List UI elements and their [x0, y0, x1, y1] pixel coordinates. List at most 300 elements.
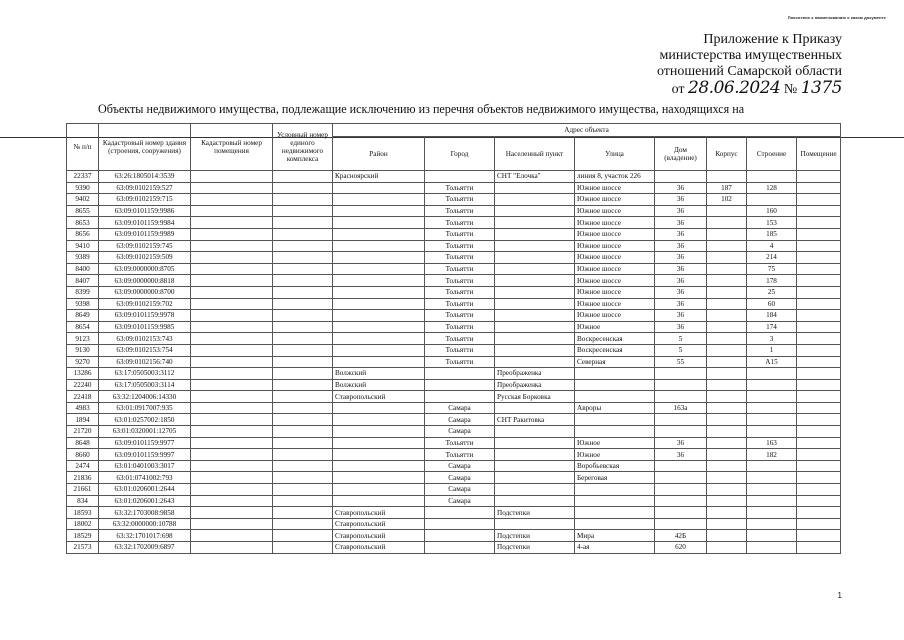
table-cell — [191, 182, 273, 194]
table-cell: 13286 — [67, 368, 99, 380]
table-cell: 63:09:0000000:8818 — [99, 275, 191, 287]
table-cell: 4 — [747, 240, 797, 252]
table-cell — [191, 379, 273, 391]
table-cell: 36 — [655, 321, 707, 333]
date-prefix: от — [671, 82, 685, 97]
col-header-cad-complex: Условный номер единого недвижимого комплекса — [273, 124, 333, 171]
table-row — [67, 449, 841, 461]
table-cell: 63:01:0741002:793 — [99, 472, 191, 484]
table-cell — [707, 414, 747, 426]
table-cell: 63:01:0401003:3017 — [99, 460, 191, 472]
table-cell — [575, 495, 655, 507]
table-cell: 182 — [747, 449, 797, 461]
table-row — [67, 263, 841, 275]
table-cell: 8648 — [67, 437, 99, 449]
table-cell — [797, 171, 841, 183]
table-cell — [191, 252, 273, 264]
table-cell — [655, 391, 707, 403]
table-cell: Подстепки — [495, 530, 575, 542]
table-cell: 9270 — [67, 356, 99, 368]
table-cell — [333, 344, 425, 356]
col-header-district: Район — [333, 137, 425, 171]
table-cell — [495, 484, 575, 496]
table-row — [67, 368, 841, 380]
table-cell: 8655 — [67, 205, 99, 217]
table-cell: 63:17:0505003:3112 — [99, 368, 191, 380]
table-cell — [707, 518, 747, 530]
table-cell — [495, 449, 575, 461]
table-cell — [191, 449, 273, 461]
table-cell — [747, 472, 797, 484]
table-cell — [273, 507, 333, 519]
table-cell — [797, 182, 841, 194]
table-cell — [273, 333, 333, 345]
table-row — [67, 530, 841, 542]
table-cell: Береговая — [575, 472, 655, 484]
table-cell: Южное — [575, 449, 655, 461]
table-cell: 63:09:0101159:9986 — [99, 205, 191, 217]
table-cell: 184 — [747, 310, 797, 322]
table-cell — [273, 368, 333, 380]
table-row — [67, 484, 841, 496]
table-cell — [333, 321, 425, 333]
table-cell — [191, 240, 273, 252]
table-cell — [797, 194, 841, 206]
table-cell — [191, 368, 273, 380]
table-cell — [797, 310, 841, 322]
table-cell: 9410 — [67, 240, 99, 252]
table-cell: 1 — [747, 344, 797, 356]
table-cell — [333, 240, 425, 252]
table-cell: Ставропольский — [333, 518, 425, 530]
table-cell — [797, 240, 841, 252]
table-row — [67, 275, 841, 287]
table-body — [67, 171, 841, 554]
table-cell — [191, 356, 273, 368]
table-cell: Тольятти — [425, 298, 495, 310]
table-row — [67, 286, 841, 298]
table-cell — [273, 472, 333, 484]
table-row — [67, 542, 841, 554]
table-cell — [797, 217, 841, 229]
table-cell — [495, 518, 575, 530]
table-cell — [495, 217, 575, 229]
table-cell — [273, 182, 333, 194]
table-row — [67, 182, 841, 194]
table-cell: 22240 — [67, 379, 99, 391]
table-cell: Южное шоссе — [575, 228, 655, 240]
table-cell — [191, 507, 273, 519]
table-cell: 63:09:0000000:8700 — [99, 286, 191, 298]
table-cell: Южное шоссе — [575, 217, 655, 229]
table-cell — [655, 484, 707, 496]
table-cell: 21836 — [67, 472, 99, 484]
table-cell: Самара — [425, 426, 495, 438]
table-cell — [333, 298, 425, 310]
table-cell — [333, 194, 425, 206]
table-cell — [655, 518, 707, 530]
table-row — [67, 460, 841, 472]
table-cell: Южное шоссе — [575, 194, 655, 206]
table-cell — [273, 171, 333, 183]
table-cell: 63:09:0101159:9977 — [99, 437, 191, 449]
table-cell — [655, 368, 707, 380]
table-cell — [655, 507, 707, 519]
table-cell — [797, 379, 841, 391]
table-cell: 63:09:0101159:9989 — [99, 228, 191, 240]
table-cell — [273, 379, 333, 391]
table-cell: Тольятти — [425, 333, 495, 345]
table-cell — [273, 344, 333, 356]
table-cell — [707, 298, 747, 310]
table-cell — [191, 484, 273, 496]
table-row — [67, 379, 841, 391]
table-cell: 9123 — [67, 333, 99, 345]
col-header-structure: Строение — [747, 137, 797, 171]
table-cell: Тольятти — [425, 356, 495, 368]
table-cell — [333, 426, 425, 438]
table-cell — [333, 414, 425, 426]
table-cell — [495, 240, 575, 252]
col-header-num: № п/п — [67, 124, 99, 171]
table-cell: Тольятти — [425, 344, 495, 356]
table-cell: Ставропольский — [333, 391, 425, 403]
table-cell: Тольятти — [425, 194, 495, 206]
table-row — [67, 437, 841, 449]
table-cell — [273, 194, 333, 206]
table-cell — [425, 379, 495, 391]
table-cell: Воскресенская — [575, 344, 655, 356]
table-cell: 63:32:1702009:6897 — [99, 542, 191, 554]
col-header-street: Улица — [575, 137, 655, 171]
col-header-address: Адрес объекта — [333, 124, 841, 137]
table-row — [67, 356, 841, 368]
table-row — [67, 391, 841, 403]
table-cell — [495, 298, 575, 310]
table-row — [67, 333, 841, 345]
table-cell: Воробьевская — [575, 460, 655, 472]
table-cell — [707, 472, 747, 484]
table-cell: Тольятти — [425, 228, 495, 240]
table-cell — [191, 495, 273, 507]
table-cell: Южное — [575, 437, 655, 449]
table-cell — [191, 333, 273, 345]
col-header-cad-room: Кадастровый номер помещения — [191, 124, 273, 171]
table-cell — [425, 391, 495, 403]
table-cell: Южное шоссе — [575, 252, 655, 264]
table-cell: 63:09:0102159:745 — [99, 240, 191, 252]
table-cell: Преображенка — [495, 379, 575, 391]
table-cell — [191, 286, 273, 298]
table-cell — [797, 472, 841, 484]
table-cell — [707, 275, 747, 287]
table-cell — [655, 379, 707, 391]
table-cell — [425, 368, 495, 380]
table-cell: 63:09:0102156:740 — [99, 356, 191, 368]
table-cell: Подстепки — [495, 542, 575, 554]
table-cell — [273, 437, 333, 449]
table-cell — [273, 321, 333, 333]
table-cell: Самара — [425, 414, 495, 426]
table-cell — [797, 542, 841, 554]
table-cell: 63:01:0206001:2643 — [99, 495, 191, 507]
table-cell: Южное шоссе — [575, 240, 655, 252]
table-cell: 834 — [67, 495, 99, 507]
table-cell: СНТ "Елочка" — [495, 171, 575, 183]
table-cell — [707, 228, 747, 240]
table-cell — [797, 449, 841, 461]
table-cell — [495, 252, 575, 264]
table-cell — [191, 530, 273, 542]
table-row — [67, 240, 841, 252]
table-cell — [797, 286, 841, 298]
table-cell: Южное шоссе — [575, 310, 655, 322]
table-cell — [191, 228, 273, 240]
table-cell — [747, 507, 797, 519]
table-cell: 21720 — [67, 426, 99, 438]
table-cell: Самара — [425, 460, 495, 472]
table-cell — [495, 495, 575, 507]
table-cell — [333, 484, 425, 496]
table-cell: Тольятти — [425, 449, 495, 461]
table-cell — [191, 194, 273, 206]
table-cell — [797, 368, 841, 380]
table-cell — [747, 484, 797, 496]
table-cell — [333, 286, 425, 298]
table-cell: 9402 — [67, 194, 99, 206]
table-cell: 36 — [655, 182, 707, 194]
table-cell — [273, 356, 333, 368]
table-cell: 63:09:0101159:9978 — [99, 310, 191, 322]
table-cell: Ставропольский — [333, 542, 425, 554]
table-cell — [333, 263, 425, 275]
table-row — [67, 205, 841, 217]
table-cell: Волжский — [333, 368, 425, 380]
table-cell — [333, 310, 425, 322]
table-cell — [273, 449, 333, 461]
table-cell — [797, 391, 841, 403]
col-header-city: Город — [425, 137, 495, 171]
table-cell — [191, 275, 273, 287]
table-cell: 36 — [655, 263, 707, 275]
table-cell: 63:32:1204006:14330 — [99, 391, 191, 403]
table-cell — [575, 391, 655, 403]
table-cell: Русская Борковка — [495, 391, 575, 403]
table-cell — [333, 182, 425, 194]
table-cell: 63:09:0102153:754 — [99, 344, 191, 356]
table-cell: А15 — [747, 356, 797, 368]
table-cell: Воскресенская — [575, 333, 655, 345]
table-cell: 160 — [747, 205, 797, 217]
table-cell: 3 — [747, 333, 797, 345]
table-cell: Южное шоссе — [575, 263, 655, 275]
table-cell — [747, 379, 797, 391]
table-cell — [273, 495, 333, 507]
table-cell — [333, 437, 425, 449]
table-cell — [333, 356, 425, 368]
table-cell — [747, 495, 797, 507]
table-cell: Самара — [425, 472, 495, 484]
table-row — [67, 228, 841, 240]
table-cell: 185 — [747, 228, 797, 240]
table-cell: Тольятти — [425, 321, 495, 333]
table-cell — [495, 275, 575, 287]
table-cell: Самара — [425, 402, 495, 414]
table-cell — [655, 426, 707, 438]
table-cell: 36 — [655, 275, 707, 287]
number-prefix: № — [783, 82, 798, 97]
table-cell — [191, 310, 273, 322]
table-cell: линия 8, участок 226 — [575, 171, 655, 183]
table-row — [67, 171, 841, 183]
table-cell — [273, 542, 333, 554]
table-cell — [655, 460, 707, 472]
table-cell — [495, 310, 575, 322]
table-cell — [707, 321, 747, 333]
table-row — [67, 344, 841, 356]
col-header-building: Корпус — [707, 137, 747, 171]
table-cell — [747, 402, 797, 414]
table-row — [67, 472, 841, 484]
table-cell: Южное шоссе — [575, 275, 655, 287]
table-cell — [707, 379, 747, 391]
table-cell — [191, 391, 273, 403]
table-cell: 178 — [747, 275, 797, 287]
table-cell — [273, 484, 333, 496]
table-cell — [797, 205, 841, 217]
table-cell — [191, 460, 273, 472]
table-cell — [495, 472, 575, 484]
table-cell — [655, 495, 707, 507]
table-cell — [707, 542, 747, 554]
table-cell: Северная — [575, 356, 655, 368]
table-cell: 36 — [655, 217, 707, 229]
table-cell — [797, 460, 841, 472]
table-cell: Тольятти — [425, 310, 495, 322]
table-cell — [333, 228, 425, 240]
col-header-house: Дом (владение) — [655, 137, 707, 171]
table-cell: 8399 — [67, 286, 99, 298]
table-cell: 55 — [655, 356, 707, 368]
table-cell: 25 — [747, 286, 797, 298]
table-cell — [273, 530, 333, 542]
table-cell — [707, 344, 747, 356]
table-cell — [707, 205, 747, 217]
table-cell: 36 — [655, 252, 707, 264]
table-cell — [191, 472, 273, 484]
table-cell — [425, 171, 495, 183]
table-cell: 21573 — [67, 542, 99, 554]
table-cell: 18002 — [67, 518, 99, 530]
table-cell: Тольятти — [425, 275, 495, 287]
table-cell — [191, 344, 273, 356]
table-cell: 63:17:0505003:3114 — [99, 379, 191, 391]
table-cell: 153 — [747, 217, 797, 229]
table-row — [67, 310, 841, 322]
table-cell: 8400 — [67, 263, 99, 275]
table-cell — [273, 414, 333, 426]
table-cell: Южное шоссе — [575, 182, 655, 194]
table-cell: 5 — [655, 344, 707, 356]
table-cell: 163 — [747, 437, 797, 449]
table-cell — [797, 252, 841, 264]
table-row — [67, 321, 841, 333]
table-cell — [707, 356, 747, 368]
table-cell — [495, 286, 575, 298]
table-cell: 63:01:0320001:12705 — [99, 426, 191, 438]
table-cell: 63:09:0102159:527 — [99, 182, 191, 194]
table-cell — [797, 321, 841, 333]
table-cell — [495, 460, 575, 472]
table-cell — [575, 368, 655, 380]
table-cell — [333, 205, 425, 217]
table-cell: 60 — [747, 298, 797, 310]
table-cell — [495, 344, 575, 356]
appendix-line-1: Приложение к Приказу — [703, 32, 842, 47]
table-cell — [797, 426, 841, 438]
table-cell — [495, 437, 575, 449]
table-cell — [655, 414, 707, 426]
table-cell — [575, 518, 655, 530]
table-cell — [273, 426, 333, 438]
table-cell: 8660 — [67, 449, 99, 461]
col-header-room: Помещение — [797, 137, 841, 171]
table-cell — [707, 449, 747, 461]
table-cell: 18593 — [67, 507, 99, 519]
table-cell — [273, 286, 333, 298]
table-cell — [191, 205, 273, 217]
table-cell — [333, 402, 425, 414]
table-cell: Тольятти — [425, 286, 495, 298]
table-cell — [273, 217, 333, 229]
table-cell — [495, 321, 575, 333]
table-cell: 36 — [655, 310, 707, 322]
table-cell: 36 — [655, 298, 707, 310]
table-cell — [797, 437, 841, 449]
table-cell — [797, 402, 841, 414]
table-cell — [707, 437, 747, 449]
table-cell — [747, 368, 797, 380]
table-cell: Южное — [575, 321, 655, 333]
table-cell — [797, 414, 841, 426]
table-cell — [191, 518, 273, 530]
document-title: Объекты недвижимого имущества, подлежащие исключению из перечня объектов недвижимого имущества, находящихся на — [98, 102, 745, 116]
table-cell: Авроры — [575, 402, 655, 414]
table-cell: 174 — [747, 321, 797, 333]
table-cell — [707, 263, 747, 275]
table-cell: 187 — [707, 182, 747, 194]
table-cell — [191, 402, 273, 414]
table-cell — [575, 379, 655, 391]
table-cell: Тольятти — [425, 437, 495, 449]
table-cell — [707, 507, 747, 519]
table-cell — [707, 333, 747, 345]
table-cell — [747, 518, 797, 530]
table-cell — [747, 194, 797, 206]
table-cell — [425, 507, 495, 519]
table-cell: 4983 — [67, 402, 99, 414]
appendix-date-line — [612, 80, 842, 98]
table-cell — [191, 414, 273, 426]
table-cell — [273, 460, 333, 472]
table-row — [67, 252, 841, 264]
table-cell — [575, 426, 655, 438]
table-cell — [425, 542, 495, 554]
table-cell: 36 — [655, 228, 707, 240]
table-cell — [191, 171, 273, 183]
table-cell — [707, 286, 747, 298]
table-cell: Тольятти — [425, 217, 495, 229]
